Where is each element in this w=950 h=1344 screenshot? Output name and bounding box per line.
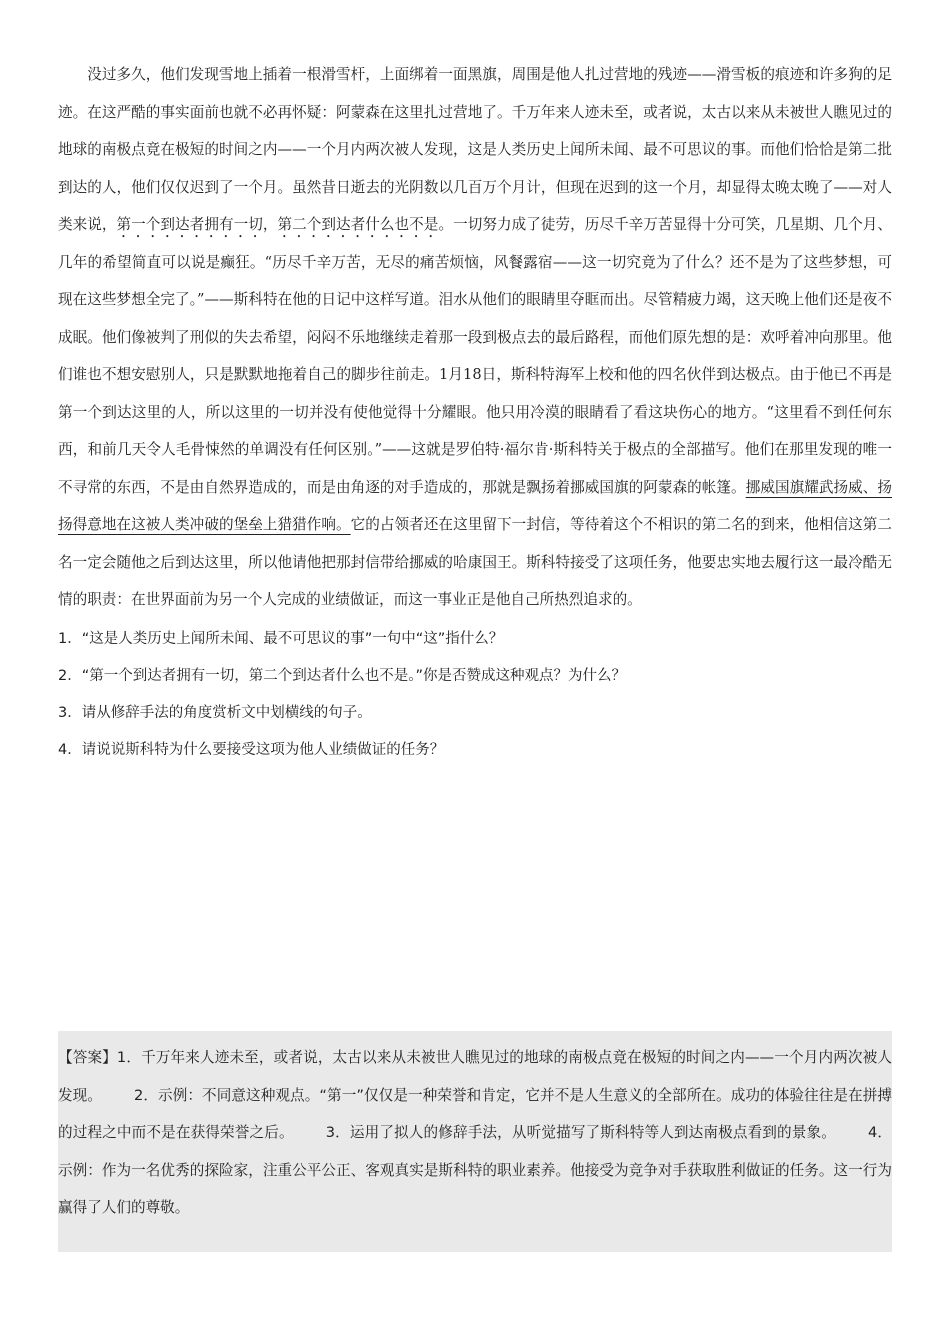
answer-2: 2．示例：不同意这种观点。“第一”仅仅是一种荣誉和肯定，它并不是人生意义的全部所在。成功的体验往往是在拼搏的过程之中而不是在获得荣誉之后。 bbox=[58, 1086, 892, 1141]
question-2: 2．“第一个到达者拥有一切，第二个到达者什么也不是。”你是否赞成这种观点？为什么？ bbox=[58, 667, 626, 684]
underlined-sentence: 挪威国旗耀武扬威、扬扬得意地在这被人类冲破的堡垒上猎猎作响。 bbox=[58, 478, 892, 533]
answer-3: 3．运用了拟人的修辞手法，从听觉描写了斯科特等人到达南极点看到的景象。 bbox=[325, 1124, 836, 1141]
answer-4: 4．示例：作为一名优秀的探险家，注重公平公正、客观真实是斯科特的职业素养。他接受为竞争对手获取胜利做证的任务。这一行为赢得了人们的尊敬。 bbox=[58, 1124, 892, 1216]
passage-part-3: 它的占领者还在这里留下一封信，等待着这个不相识的第二名的到来，他相信这第二名一定会随他之后到达这里，所以他请他把那封信带给挪威的哈康国王。斯科特接受了这项任务，他要忠实地去履行这一最冷酷无情的职责：在世界面前为另一个人完成的业绩做证，而这一事业正是他自己所热烈追求的。 bbox=[58, 516, 892, 608]
question-4: 4．请说说斯科特为什么要接受这项为他人业绩做证的任务？ bbox=[58, 741, 445, 758]
reading-passage bbox=[58, 56, 892, 619]
passage-part-2: 。一切努力成了徒劳，历尽千辛万苦显得十分可笑，几星期、几个月、几年的希望简直可以说是癫狂。“历尽千辛万苦，无尽的痛苦烦恼，风餐露宿——这一切究竟为了什么？还不是为了这些梦想，可现在这些梦想全完了。”——斯科特在他的日记中这样写道。泪水从他们的眼睛里夺眶而出。尽管精疲力竭，这天晚上他们还是夜不成眠。他们像被判了刑似的失去希望，闷闷不乐地继续走着那一段到极点去的最后路程，而他们原先想的是：欢呼着冲向那里。他们谁也不想安慰别人，只是默默地拖着自己的脚步往前走。1月18日，斯科特海军上校和他的四名伙伴到达极点。由于他已不再是第一个到达这里的人，所以这里的一切并没有使他觉得十分耀眼。他只用冷漠的眼睛看了看这块伤心的地方。“这里看不到任何东西，和前几天令人毛骨悚然的单调没有任何区别。”——这就是罗伯特·福尔肯·斯科特关于极点的全部描写。他们在那里发现的唯一不寻常的东西，不是由自然界造成的，而是由角逐的对手造成的，那就是飘扬着挪威国旗的阿蒙森的帐篷。 bbox=[58, 216, 892, 496]
answer-box bbox=[58, 1031, 892, 1252]
question-1: 1．“这是人类历史上闻所未闻、最不可思议的事”一句中“这”指什么？ bbox=[58, 630, 504, 647]
document-page bbox=[58, 56, 892, 769]
answer-label: 【答案】 bbox=[58, 1049, 117, 1066]
question-3: 3．请从修辞手法的角度赏析文中划横线的句子。 bbox=[58, 704, 372, 721]
answer-1: 1．千万年来人迹未至，或者说，太古以来从未被世人瞧见过的地球的南极点竟在极短的时间之内——一个月内两次被人发现。 bbox=[58, 1049, 892, 1104]
question-list bbox=[58, 621, 892, 769]
passage-part-1: 没过多久，他们发现雪地上插着一根滑雪杆，上面绑着一面黑旗，周围是他人扎过营地的残迹——滑雪板的痕迹和许多狗的足迹。在这严酷的事实面前也就不必再怀疑：阿蒙森在这里扎过营地了。千万年来人迹未至，或者说，太古以来从未被世人瞧见过的地球的南极点竟在极短的时间之内——一个月内两次被人发现，这是人类历史上闻所未闻、最不可思议的事。而他们恰恰是第二批到达的人，他们仅仅迟到了一个月。虽然昔日逝去的光阴数以几百万个月计，但现在迟到的这一个月，却显得太晚太晚了——对人类来说， bbox=[58, 66, 892, 233]
emphasized-sentence: 第一个到达者拥有一切，第二个到达者什么也不是 bbox=[116, 216, 439, 233]
